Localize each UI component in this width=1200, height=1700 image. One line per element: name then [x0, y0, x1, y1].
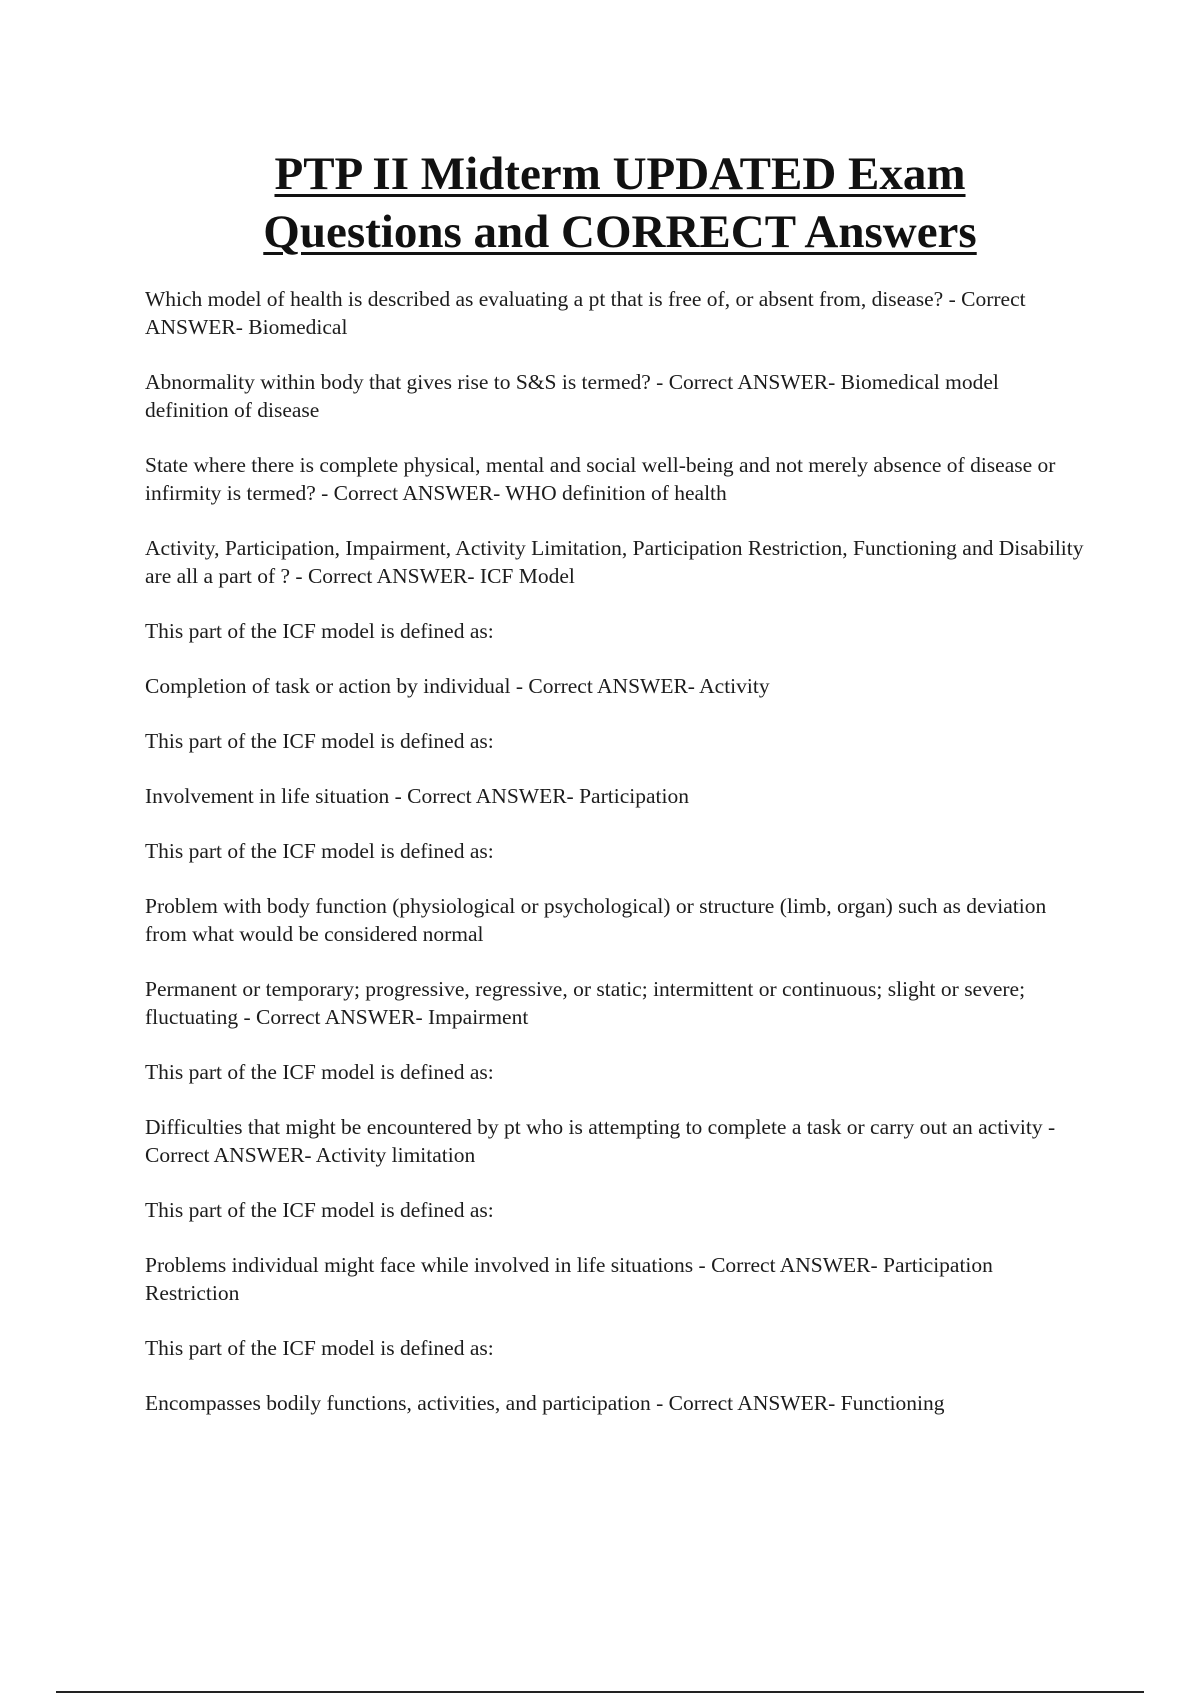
qa-content	[145, 285, 1085, 1444]
title-line-2: Questions and CORRECT Answers	[263, 206, 977, 258]
qa-paragraph: Activity, Participation, Impairment, Activity Limitation, Participation Restriction, Functioning and Disability are all a part of ? - Correct ANSWER- ICF Model	[145, 536, 1084, 588]
footer-divider	[56, 1691, 1144, 1693]
qa-paragraph: Encompasses bodily functions, activities, and participation - Correct ANSWER- Functioning	[145, 1391, 945, 1415]
qa-paragraph: Abnormality within body that gives rise to S&S is termed? - Correct ANSWER- Biomedical model definition of disease	[145, 370, 999, 422]
qa-paragraph: Which model of health is described as evaluating a pt that is free of, or absent from, disease? - Correct ANSWER- Biomedical	[145, 287, 1026, 339]
qa-paragraph: Completion of task or action by individual - Correct ANSWER- Activity	[145, 674, 770, 698]
qa-paragraph: This part of the ICF model is defined as:	[145, 1336, 494, 1360]
qa-paragraph: Involvement in life situation - Correct ANSWER- Participation	[145, 784, 689, 808]
title-line-1: PTP II Midterm UPDATED Exam	[274, 148, 966, 200]
qa-paragraph: Permanent or temporary; progressive, regressive, or static; intermittent or continuous; slight or severe; fluctuating - Correct ANSWER- Impairment	[145, 977, 1026, 1029]
qa-paragraph: This part of the ICF model is defined as:	[145, 619, 494, 643]
qa-paragraph: This part of the ICF model is defined as:	[145, 1198, 494, 1222]
qa-paragraph: Difficulties that might be encountered by pt who is attempting to complete a task or carry out an activity - Correct ANSWER- Activity limitation	[145, 1115, 1056, 1167]
qa-paragraph: Problem with body function (physiological or psychological) or structure (limb, organ) such as deviation from what would be considered normal	[145, 894, 1047, 946]
page-title	[140, 145, 1100, 261]
qa-paragraph: State where there is complete physical, mental and social well-being and not merely absence of disease or infirmity is termed? - Correct ANSWER- WHO definition of health	[145, 453, 1056, 505]
qa-paragraph: This part of the ICF model is defined as:	[145, 1060, 494, 1084]
qa-paragraph: Problems individual might face while involved in life situations - Correct ANSWER- Participation Restriction	[145, 1253, 993, 1305]
qa-paragraph: This part of the ICF model is defined as:	[145, 839, 494, 863]
qa-paragraph: This part of the ICF model is defined as:	[145, 729, 494, 753]
